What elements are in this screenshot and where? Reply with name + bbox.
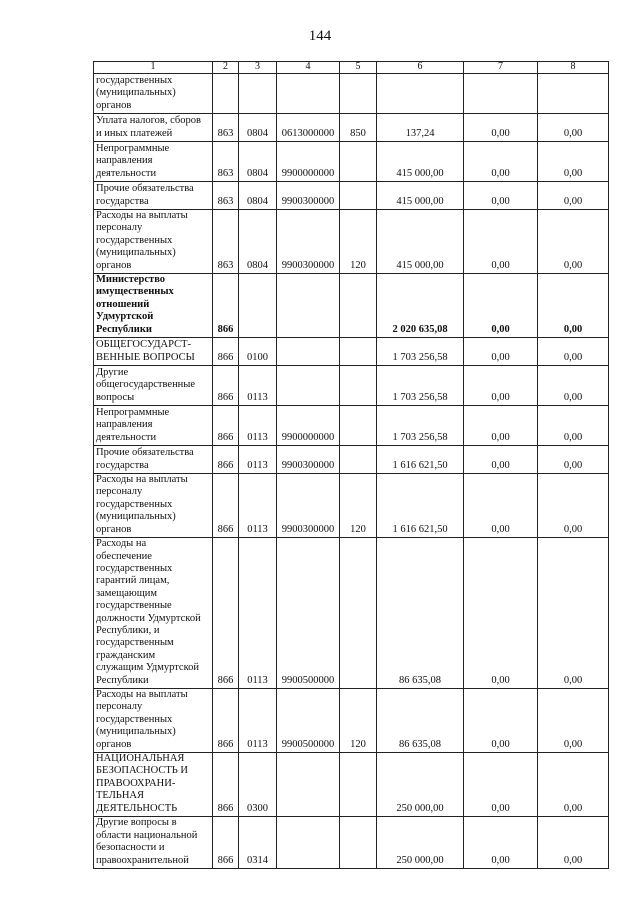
row-kind-cell xyxy=(340,817,377,869)
row-amount-cell: 0,00 xyxy=(538,182,609,210)
row-amount-cell: 0,00 xyxy=(538,753,609,817)
row-name-text: Министерство имущественных отношений Удмуртской Республики xyxy=(96,274,174,335)
row-amount-cell: 0,00 xyxy=(464,406,538,446)
row-kind-cell xyxy=(340,274,377,338)
row-target-cell: 0613000000 xyxy=(277,114,340,142)
table-row xyxy=(94,474,609,538)
row-target-cell: 9900300000 xyxy=(277,182,340,210)
table-row xyxy=(94,142,609,182)
row-target-cell: 9900500000 xyxy=(277,688,340,752)
row-name-cell xyxy=(94,142,213,182)
row-kind-cell xyxy=(340,338,377,366)
table-row xyxy=(94,74,609,114)
header-cell: 4 xyxy=(277,62,340,74)
row-code-cell: 866 xyxy=(213,274,239,338)
row-code-cell: 866 xyxy=(213,753,239,817)
table-row xyxy=(94,274,609,338)
row-section-cell: 0113 xyxy=(239,688,277,752)
row-kind-cell: 120 xyxy=(340,210,377,274)
row-name-text: Расходы на выплаты персоналу государственных (муниципальных) органов xyxy=(96,210,188,271)
row-target-cell xyxy=(277,74,340,114)
row-section-cell: 0804 xyxy=(239,210,277,274)
row-amount-cell: 0,00 xyxy=(464,753,538,817)
row-code-cell: 863 xyxy=(213,114,239,142)
row-amount-cell: 0,00 xyxy=(538,366,609,406)
row-section-cell: 0314 xyxy=(239,817,277,869)
table-row xyxy=(94,210,609,274)
row-amount-cell: 0,00 xyxy=(464,688,538,752)
row-target-cell xyxy=(277,274,340,338)
row-name-text: Расходы на выплаты персоналу государственных (муниципальных) органов xyxy=(96,474,188,535)
row-kind-cell: 850 xyxy=(340,114,377,142)
row-kind-cell xyxy=(340,182,377,210)
row-amount-cell: 86 635,08 xyxy=(377,538,464,689)
row-amount-cell: 250 000,00 xyxy=(377,753,464,817)
row-amount-cell: 1 703 256,58 xyxy=(377,406,464,446)
row-amount-cell: 0,00 xyxy=(464,274,538,338)
row-name-cell xyxy=(94,817,213,869)
row-name-cell xyxy=(94,753,213,817)
row-amount-cell: 137,24 xyxy=(377,114,464,142)
row-section-cell: 0113 xyxy=(239,446,277,474)
row-section-cell: 0100 xyxy=(239,338,277,366)
row-code-cell: 863 xyxy=(213,142,239,182)
row-target-cell xyxy=(277,753,340,817)
row-amount-cell: 0,00 xyxy=(538,446,609,474)
row-target-cell: 9900300000 xyxy=(277,474,340,538)
row-amount-cell: 0,00 xyxy=(464,446,538,474)
row-target-cell xyxy=(277,817,340,869)
row-section-cell: 0804 xyxy=(239,114,277,142)
row-amount-cell: 86 635,08 xyxy=(377,688,464,752)
table-row xyxy=(94,688,609,752)
row-name-text: ОБЩЕГОСУДАРСТ- ВЕННЫЕ ВОПРОСЫ xyxy=(96,339,195,363)
row-amount-cell: 250 000,00 xyxy=(377,817,464,869)
row-code-cell: 866 xyxy=(213,474,239,538)
row-name-cell xyxy=(94,474,213,538)
row-amount-cell: 0,00 xyxy=(538,474,609,538)
row-target-cell xyxy=(277,338,340,366)
row-name-cell xyxy=(94,182,213,210)
row-amount-cell: 0,00 xyxy=(538,274,609,338)
row-amount-cell xyxy=(377,74,464,114)
row-amount-cell: 0,00 xyxy=(538,538,609,689)
row-name-cell xyxy=(94,210,213,274)
table-row xyxy=(94,182,609,210)
row-amount-cell xyxy=(538,74,609,114)
table-row xyxy=(94,446,609,474)
row-name-text: Прочие обязательства государства xyxy=(96,183,194,207)
row-target-cell: 9900300000 xyxy=(277,210,340,274)
row-amount-cell: 415 000,00 xyxy=(377,210,464,274)
table-row xyxy=(94,817,609,869)
row-kind-cell xyxy=(340,446,377,474)
row-amount-cell: 1 616 621,50 xyxy=(377,474,464,538)
budget-table xyxy=(93,61,609,869)
table-row xyxy=(94,406,609,446)
row-section-cell: 0804 xyxy=(239,142,277,182)
page-number: 144 xyxy=(308,28,332,44)
row-amount-cell: 0,00 xyxy=(464,538,538,689)
row-name-cell xyxy=(94,406,213,446)
row-amount-cell: 0,00 xyxy=(464,474,538,538)
row-kind-cell xyxy=(340,74,377,114)
row-code-cell: 863 xyxy=(213,210,239,274)
row-name-cell xyxy=(94,688,213,752)
table-row xyxy=(94,366,609,406)
row-amount-cell: 415 000,00 xyxy=(377,142,464,182)
row-name-cell xyxy=(94,446,213,474)
row-code-cell xyxy=(213,74,239,114)
row-kind-cell xyxy=(340,366,377,406)
table-row xyxy=(94,338,609,366)
row-amount-cell: 0,00 xyxy=(464,210,538,274)
row-amount-cell: 0,00 xyxy=(464,142,538,182)
row-section-cell: 0113 xyxy=(239,366,277,406)
row-amount-cell: 1 703 256,58 xyxy=(377,366,464,406)
row-amount-cell: 0,00 xyxy=(464,114,538,142)
header-cell: 5 xyxy=(340,62,377,74)
row-name-cell xyxy=(94,538,213,689)
row-name-cell xyxy=(94,74,213,114)
row-name-text: НАЦИОНАЛЬНАЯ БЕЗОПАСНОСТЬ И ПРАВООХРАНИ- ТЕЛЬНАЯ ДЕЯТЕЛЬНОСТЬ xyxy=(96,753,189,814)
header-cell: 6 xyxy=(377,62,464,74)
row-amount-cell: 0,00 xyxy=(464,366,538,406)
row-section-cell: 0113 xyxy=(239,474,277,538)
row-code-cell: 866 xyxy=(213,366,239,406)
row-name-text: Непрограммные направления деятельности xyxy=(96,406,170,443)
row-name-text: Уплата налогов, сборов и иных платежей xyxy=(96,115,201,139)
row-name-text: Непрограммные направления деятельности xyxy=(96,142,170,179)
row-kind-cell: 120 xyxy=(340,474,377,538)
row-name-cell xyxy=(94,274,213,338)
row-amount-cell: 0,00 xyxy=(464,817,538,869)
row-amount-cell: 0,00 xyxy=(464,182,538,210)
header-cell: 3 xyxy=(239,62,277,74)
row-kind-cell xyxy=(340,406,377,446)
row-section-cell: 0804 xyxy=(239,182,277,210)
row-name-text: Расходы на обеспечение государственных гарантий лицам, замещающим государственные должности Удмуртской Республики, и государственным гражданским служащим Удмуртской Республики xyxy=(96,538,201,686)
row-target-cell: 9900000000 xyxy=(277,406,340,446)
row-amount-cell: 1 703 256,58 xyxy=(377,338,464,366)
table-row xyxy=(94,538,609,689)
row-name-text: Расходы на выплаты персоналу государственных (муниципальных) органов xyxy=(96,688,188,750)
row-name-cell xyxy=(94,366,213,406)
row-target-cell: 9900000000 xyxy=(277,142,340,182)
header-cell: 1 xyxy=(94,62,213,74)
row-name-cell xyxy=(94,338,213,366)
row-section-cell: 0113 xyxy=(239,406,277,446)
row-amount-cell: 0,00 xyxy=(464,338,538,366)
row-amount-cell: 0,00 xyxy=(538,210,609,274)
row-name-text: Другие общегосударственные вопросы xyxy=(96,366,196,403)
row-kind-cell xyxy=(340,538,377,689)
row-code-cell: 866 xyxy=(213,446,239,474)
row-amount-cell: 0,00 xyxy=(538,817,609,869)
row-amount-cell: 0,00 xyxy=(538,406,609,446)
row-code-cell: 866 xyxy=(213,688,239,752)
row-code-cell: 866 xyxy=(213,406,239,446)
header-cell: 7 xyxy=(464,62,538,74)
header-cell: 2 xyxy=(213,62,239,74)
row-section-cell: 0300 xyxy=(239,753,277,817)
row-section-cell: 0113 xyxy=(239,538,277,689)
table-header-row xyxy=(94,62,609,74)
row-amount-cell: 0,00 xyxy=(538,114,609,142)
row-code-cell: 866 xyxy=(213,338,239,366)
row-kind-cell: 120 xyxy=(340,688,377,752)
row-target-cell: 9900500000 xyxy=(277,538,340,689)
row-code-cell: 863 xyxy=(213,182,239,210)
row-target-cell: 9900300000 xyxy=(277,446,340,474)
row-section-cell xyxy=(239,74,277,114)
row-amount-cell: 415 000,00 xyxy=(377,182,464,210)
row-amount-cell: 0,00 xyxy=(538,142,609,182)
row-name-text: Прочие обязательства государства xyxy=(96,447,194,471)
table-row xyxy=(94,753,609,817)
row-code-cell: 866 xyxy=(213,538,239,689)
table-row xyxy=(94,114,609,142)
row-amount-cell: 1 616 621,50 xyxy=(377,446,464,474)
row-name-text: Другие вопросы в области национальной безопасности и правоохранительной xyxy=(96,817,198,866)
row-amount-cell: 2 020 635,08 xyxy=(377,274,464,338)
row-code-cell: 866 xyxy=(213,817,239,869)
row-amount-cell xyxy=(464,74,538,114)
row-name-text: государственных (муниципальных) органов xyxy=(96,74,176,111)
row-amount-cell: 0,00 xyxy=(538,338,609,366)
row-name-cell xyxy=(94,114,213,142)
row-kind-cell xyxy=(340,753,377,817)
row-amount-cell: 0,00 xyxy=(538,688,609,752)
header-cell: 8 xyxy=(538,62,609,74)
row-kind-cell xyxy=(340,142,377,182)
row-target-cell xyxy=(277,366,340,406)
row-section-cell xyxy=(239,274,277,338)
